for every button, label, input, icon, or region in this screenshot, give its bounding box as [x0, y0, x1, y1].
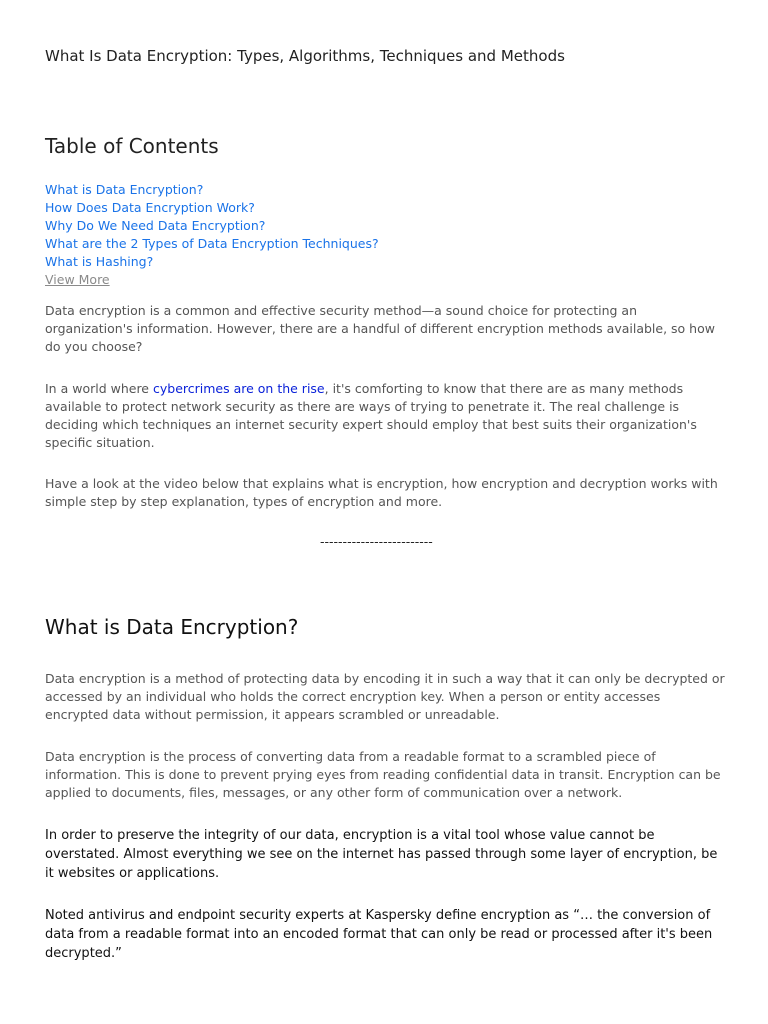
- intro-paragraph-2: [45, 380, 725, 452]
- toc-link-why-need-encryption[interactable]: Why Do We Need Data Encryption?: [45, 218, 266, 233]
- toc-heading: Table of Contents: [45, 134, 219, 158]
- toc-link-types-of-encryption[interactable]: What are the 2 Types of Data Encryption Techniques?: [45, 236, 379, 251]
- section-heading: What is Data Encryption?: [45, 615, 299, 639]
- toc-item: [45, 181, 379, 199]
- intro-paragraph-1: Data encryption is a common and effective security method—a sound choice for protecting an organization's information. However, there are a handful of different encryption methods available, so how do you choose?: [45, 303, 715, 354]
- table-of-contents: [45, 181, 379, 271]
- section-paragraph-4: Noted antivirus and endpoint security experts at Kaspersky define encryption as “… the conversion of data from a readable format into an encoded format that can only be read or processed after it's been decrypted.”: [45, 908, 713, 961]
- toc-item: [45, 235, 379, 253]
- section-paragraph-1: Data encryption is a method of protecting data by encoding it in such a way that it can only be decrypted or accessed by an individual who holds the correct encryption key. When a person or entity accesses encrypted data without permission, it appears scrambled or unreadable.: [45, 671, 725, 722]
- cybercrimes-link[interactable]: cybercrimes are on the rise: [152, 381, 325, 396]
- toc-item: [45, 253, 379, 271]
- toc-link-how-does-encryption-work[interactable]: How Does Data Encryption Work?: [45, 200, 255, 215]
- toc-item: [45, 199, 379, 217]
- intro-paragraph-3: Have a look at the video below that explains what is encryption, how encryption and decryption works with simple step by step explanation, types of encryption and more.: [45, 476, 718, 509]
- section-divider: -------------------------: [320, 534, 433, 549]
- intro-p2-text-before: In a world where: [45, 381, 153, 396]
- section-paragraph-2: Data encryption is the process of converting data from a readable format to a scrambled piece of information. This is done to prevent prying eyes from reading confidential data in transit. Encryption can be applied to documents, files, messages, or any other form of communication over a network.: [45, 749, 721, 800]
- toc-item: [45, 217, 379, 235]
- section-paragraph-3: In order to preserve the integrity of our data, encryption is a vital tool whose value cannot be overstated. Almost everything we see on the internet has passed through some layer of encryption, be it websites or applications.: [45, 828, 718, 881]
- intro-p2-text-after: , it's comforting to know that there are as many methods available to protect network security as there are ways of trying to penetrate it. The real challenge is deciding which techniques an internet security expert should employ that best suits their organization's specific situation.: [45, 381, 697, 450]
- toc-link-what-is-data-encryption[interactable]: What is Data Encryption?: [45, 182, 204, 197]
- page-title: What Is Data Encryption: Types, Algorithms, Techniques and Methods: [45, 47, 565, 65]
- view-more-link[interactable]: View More: [45, 272, 110, 287]
- toc-link-what-is-hashing[interactable]: What is Hashing?: [45, 254, 154, 269]
